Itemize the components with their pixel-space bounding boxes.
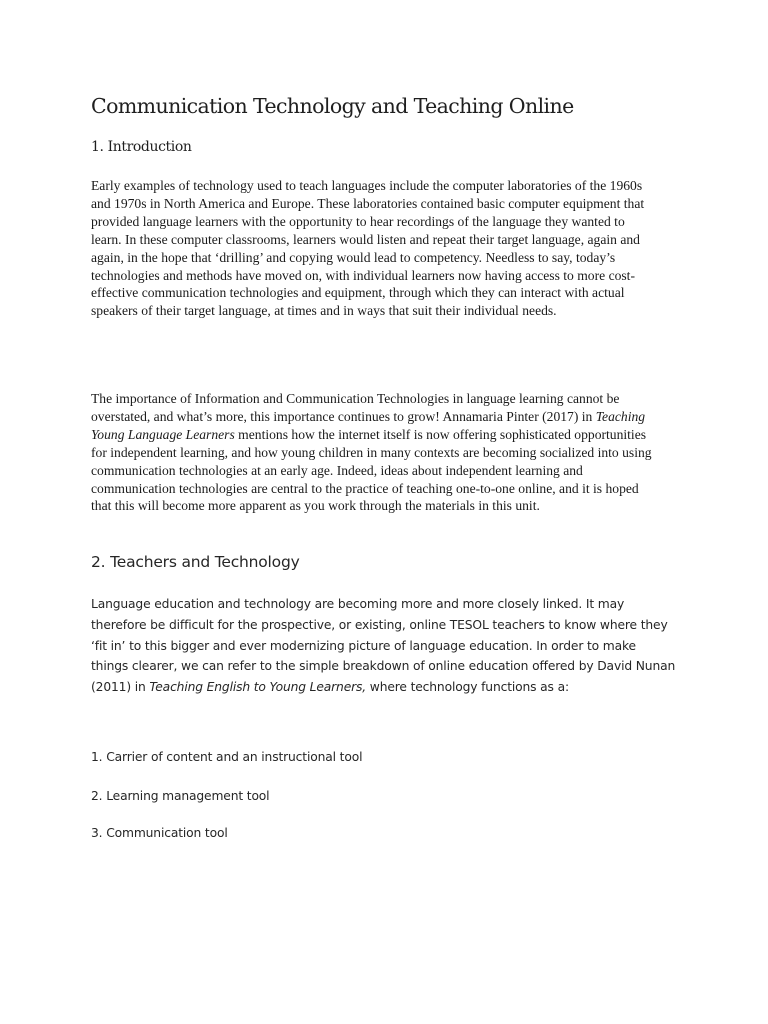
list-item: 2. Learning management tool xyxy=(91,789,270,803)
paragraph-text: Language education and technology are becoming more and more closely linked. It may therefore be difficult for the prospective, or existing, online TESOL teachers to know where they ‘fit in’ to this bigger and ever modernizing picture of language education. In order to make things clearer, we can refer to the simple breakdown of online education offered by David Nunan (2011) in xyxy=(91,597,676,695)
teachers-technology-paragraph xyxy=(91,594,676,698)
introduction-paragraph-1: Early examples of technology used to teach languages include the computer laboratories of the 1960s and 1970s in North America and Europe. These laboratories contained basic computer equipment that provided language learners with the opportunity to hear recordings of the language they wanted to learn. In these computer classrooms, learners would listen and repeat their target language, again and again, in the hope that ‘drilling’ and copying would lead to competency. Needless to say, today’s technologies and methods have moved on, with individual learners now having access to more cost-effective communication technologies and equipment, through which they can interact with actual speakers of their target language, at times and in ways that suit their individual needs. xyxy=(91,178,645,319)
book-title-nunan: Teaching English to Young Learners, xyxy=(149,680,367,695)
paragraph-text: where technology functions as a: xyxy=(366,680,569,695)
paragraph-text: The importance of Information and Communication Technologies in language learning cannot be overstated, and what’s more, this importance continues to grow! Annamaria Pinter (2017) in xyxy=(91,391,620,424)
paragraph-text: mentions how the internet itself is now offering sophisticated opportunities for independent learning, and how young children in many contexts are becoming socialized into using communication technologies at an early age. Indeed, ideas about independent learning and communication technologies are central to the practice of teaching one-to-one online, and it is hoped that this will become more apparent as you work through the materials in this unit. xyxy=(91,426,652,514)
list-item: 1. Carrier of content and an instructional tool xyxy=(91,750,363,764)
section-heading-teachers-technology: 2. Teachers and Technology xyxy=(91,553,300,571)
introduction-paragraph-2 xyxy=(91,390,657,515)
list-item: 3. Communication tool xyxy=(91,826,228,840)
book-title-pinter: Teaching Young Language Learners xyxy=(91,408,646,442)
document-title: Communication Technology and Teaching Online xyxy=(91,94,574,118)
section-heading-introduction: 1. Introduction xyxy=(91,139,192,155)
